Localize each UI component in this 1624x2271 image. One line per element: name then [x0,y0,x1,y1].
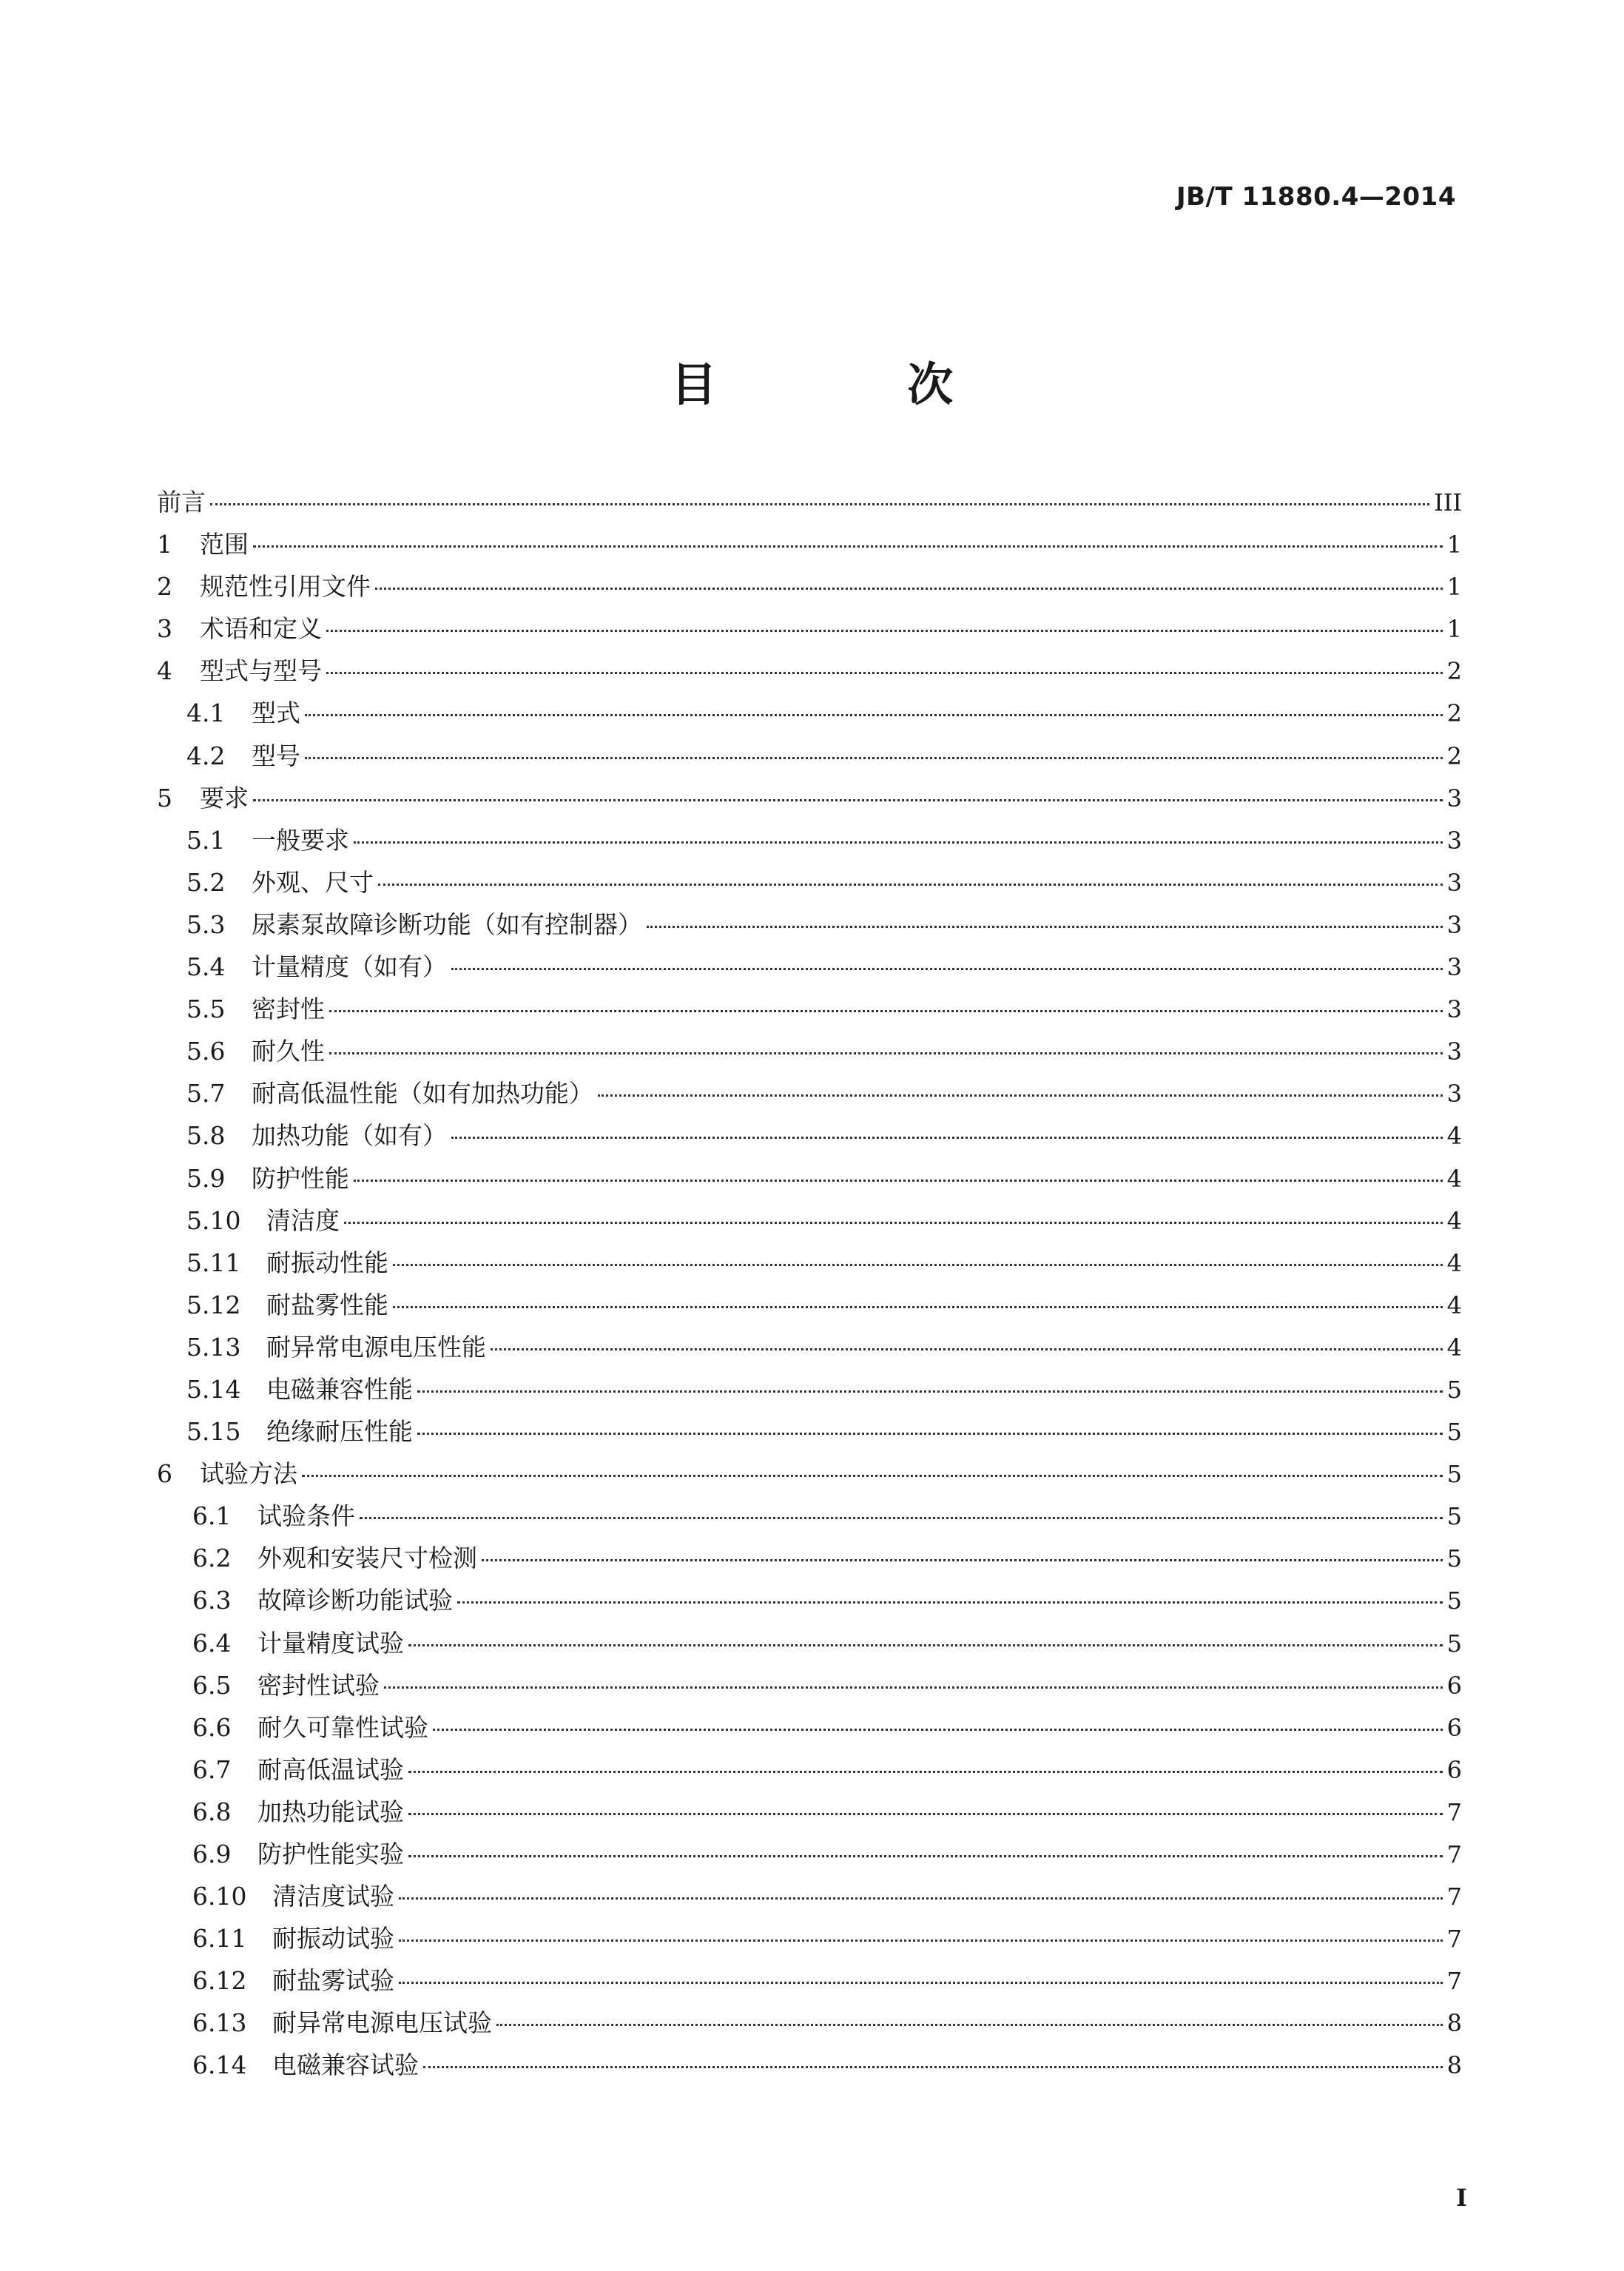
dot-leader [344,1222,1443,1224]
dot-leader [378,884,1443,886]
toc-entry-page: 4 [1446,1164,1462,1193]
toc-entry[interactable] [157,1959,1462,2002]
page-number: I [1456,2184,1467,2212]
toc-entry-page: 5 [1446,1587,1462,1615]
toc-entry[interactable] [157,608,1462,650]
dot-leader [496,2024,1443,2026]
toc-entry-title: 加热功能试验 [257,1797,404,1826]
toc-entry-number: 6.14 [192,2050,247,2080]
toc-entry[interactable] [157,1537,1462,1579]
toc-entry-title: 故障诊断功能试验 [257,1586,453,1615]
dot-leader [393,1306,1443,1308]
dot-leader [408,1771,1443,1773]
toc-entry[interactable] [157,777,1462,819]
toc-entry-page: 8 [1446,2009,1462,2038]
toc-entry-page: 4 [1446,1333,1462,1362]
dot-leader [354,1180,1443,1182]
toc-entry-title: 计量精度（如有） [252,952,447,982]
dot-leader [326,630,1443,632]
toc-entry-page: 7 [1446,1883,1462,1911]
toc-entry-page: 1 [1446,573,1462,602]
toc-entry-number: 4.2 [186,741,226,770]
toc-entry[interactable] [157,946,1462,988]
toc-entry[interactable] [157,735,1462,777]
toc-entry-number: 6.3 [192,1586,232,1615]
toc-entry-number: 5.13 [186,1332,241,1362]
toc-entry-number: 5.12 [186,1290,241,1319]
toc-entry[interactable] [157,1030,1462,1072]
toc-entry-number: 6 [157,1459,172,1489]
toc-entry-title: 耐振动试验 [272,1924,394,1954]
toc-entry-title: 清洁度试验 [272,1882,394,1911]
toc-entry-page: 5 [1446,1418,1462,1447]
toc-entry-number: 5.11 [186,1248,241,1277]
toc-entry-title: 尿素泵故障诊断功能（如有控制器） [252,909,642,939]
toc-entry-page: 6 [1446,1755,1462,1784]
toc-entry-page: 5 [1446,1544,1462,1573]
toc-entry-title: 试验条件 [257,1501,355,1531]
toc-entry[interactable] [157,1326,1462,1368]
toc-entry-page: 3 [1446,953,1462,982]
toc-entry-title: 型式与型号 [200,656,322,686]
toc-entry-title: 耐异常电源电压试验 [272,2008,492,2038]
dot-leader [375,588,1443,590]
dot-leader [305,757,1443,759]
toc-entry[interactable] [157,650,1462,692]
table-of-contents [157,481,1462,2087]
toc-entry-title: 试验方法 [200,1459,297,1489]
toc-entry[interactable] [157,861,1462,904]
toc-entry-title: 耐盐雾试验 [272,1966,394,1996]
toc-entry[interactable] [157,1495,1462,1537]
toc-entry-title: 耐盐雾性能 [266,1290,388,1319]
toc-entry[interactable] [157,1749,1462,1791]
toc-entry-title: 型式 [252,699,300,728]
toc-entry[interactable] [157,481,1462,523]
toc-entry[interactable] [157,1368,1462,1410]
toc-entry[interactable] [157,1791,1462,1833]
toc-entry-number: 5.9 [186,1163,226,1193]
toc-entry-title: 防护性能 [252,1163,349,1193]
dot-leader [408,1855,1443,1857]
dot-leader [598,1094,1443,1097]
toc-entry-number: 5.4 [186,952,226,982]
dot-leader [399,1982,1443,1984]
toc-entry[interactable] [157,1242,1462,1284]
toc-entry-number: 5.2 [186,867,226,897]
toc-entry-title: 要求 [200,783,249,812]
toc-entry-title: 规范性引用文件 [200,572,371,602]
toc-entry-page: 3 [1446,995,1462,1024]
toc-entry-page: 3 [1446,826,1462,855]
dot-leader [253,799,1443,801]
toc-entry-number: 5.14 [186,1374,241,1404]
toc-entry[interactable] [157,1284,1462,1326]
toc-entry-title: 电磁兼容性能 [266,1374,413,1404]
dot-leader [329,1010,1443,1012]
dot-leader [326,672,1443,674]
dot-leader [399,1897,1443,1900]
toc-entry[interactable] [157,1833,1462,1875]
toc-entry-title: 加热功能（如有） [252,1121,447,1151]
toc-entry-number: 6.2 [192,1544,232,1573]
toc-entry[interactable] [157,1917,1462,1959]
dot-leader [253,545,1443,548]
toc-entry-page: 6 [1446,1671,1462,1700]
toc-entry-title: 术语和定义 [200,614,322,644]
toc-entry-page: 7 [1446,1925,1462,1954]
toc-entry-title: 前言 [157,488,206,517]
dot-leader [305,714,1443,716]
toc-entry[interactable] [157,904,1462,946]
toc-entry-title: 清洁度 [266,1205,340,1235]
toc-entry-number: 5.5 [186,995,226,1024]
toc-entry-number: 5.3 [186,909,226,939]
dot-leader [451,1137,1443,1139]
toc-entry-number: 6.1 [192,1501,232,1531]
toc-entry-title: 耐久可靠性试验 [257,1712,428,1742]
toc-entry-number: 6.7 [192,1754,232,1784]
toc-entry-number: 5.15 [186,1417,241,1447]
toc-entry[interactable] [157,2044,1462,2086]
dot-leader [408,1644,1443,1646]
dot-leader [647,926,1443,928]
toc-entry-title: 密封性 [252,995,325,1024]
toc-entry[interactable] [157,2002,1462,2044]
toc-entry[interactable] [157,1706,1462,1749]
toc-entry-number: 5 [157,783,172,812]
toc-entry-number: 6.4 [192,1628,232,1658]
toc-entry-page: 3 [1446,868,1462,897]
toc-entry-title: 耐高低温试验 [257,1754,404,1784]
toc-entry[interactable] [157,692,1462,734]
toc-entry-title: 绝缘耐压性能 [266,1417,413,1447]
toc-entry-title: 外观、尺寸 [252,867,374,897]
toc-entry-title: 型号 [252,741,300,770]
dot-leader [399,1939,1443,1942]
toc-entry-page: 7 [1446,1797,1462,1826]
toc-entry-number: 6.11 [192,1924,247,1954]
dot-leader [482,1559,1443,1561]
toc-entry-number: 1 [157,530,172,559]
toc-entry[interactable] [157,1875,1462,1917]
toc-entry[interactable] [157,1157,1462,1200]
toc-entry[interactable] [157,1114,1462,1157]
toc-entry-number: 5.1 [186,825,226,855]
toc-entry[interactable] [157,1622,1462,1664]
toc-entry-number: 6.6 [192,1712,232,1742]
toc-entry[interactable] [157,523,1462,565]
dot-leader [451,968,1443,970]
toc-entry-title: 密封性试验 [257,1670,380,1700]
dot-leader [457,1601,1443,1604]
toc-entry[interactable] [157,1072,1462,1114]
toc-entry-number: 6.9 [192,1840,232,1868]
toc-entry-page: 4 [1446,1291,1462,1319]
dot-leader [417,1390,1443,1393]
toc-entry-page: 4 [1446,1206,1462,1235]
toc-entry-title: 范围 [200,530,249,559]
toc-entry-number: 5.10 [186,1205,241,1235]
toc-entry-page: 1 [1446,615,1462,644]
toc-entry[interactable] [157,988,1462,1030]
toc-entry-page: 1 [1446,531,1462,559]
toc-entry-page: 3 [1446,910,1462,939]
toc-entry[interactable] [157,1200,1462,1242]
toc-entry-page: 2 [1446,657,1462,686]
toc-entry-page: 5 [1446,1629,1462,1658]
toc-entry-page: 4 [1446,1122,1462,1151]
toc-entry-page: 3 [1446,1080,1462,1108]
toc-entry-title: 耐久性 [252,1037,325,1066]
toc-entry-page: 5 [1446,1460,1462,1489]
dot-leader [393,1264,1443,1266]
toc-entry-page: 6 [1446,1713,1462,1742]
toc-entry[interactable] [157,1664,1462,1706]
dot-leader [417,1433,1443,1435]
toc-entry-number: 6.12 [192,1966,247,1996]
toc-entry-title: 耐异常电源电压性能 [266,1332,486,1362]
toc-entry-title: 耐高低温性能（如有加热功能） [252,1079,593,1108]
dot-leader [354,841,1443,844]
toc-entry-page: 2 [1446,741,1462,770]
toc-entry-number: 3 [157,614,172,644]
toc-entry-title: 耐振动性能 [266,1248,388,1277]
toc-entry-number: 4 [157,656,172,686]
toc-entry-page: 3 [1446,784,1462,812]
dot-leader [210,503,1429,505]
toc-entry-title: 外观和安装尺寸检测 [257,1544,477,1573]
standard-number: JB/T 11880.4—2014 [1176,182,1456,212]
toc-entry-number: 6.13 [192,2008,247,2038]
dot-leader [408,1813,1443,1815]
toc-entry-page: 5 [1446,1502,1462,1531]
toc-entry[interactable] [157,565,1462,608]
toc-entry-number: 2 [157,572,172,602]
page-title: 目 次 [670,357,1041,411]
toc-entry-title: 计量精度试验 [257,1628,404,1658]
dot-leader [302,1475,1443,1477]
toc-entry-title: 电磁兼容试验 [272,2050,419,2080]
toc-entry-number: 6.5 [192,1670,232,1700]
toc-entry-number: 6.8 [192,1797,232,1826]
toc-entry-number: 6.10 [192,1882,247,1911]
toc-entry-number: 5.6 [186,1037,226,1066]
dot-leader [423,2066,1443,2068]
dot-leader [384,1686,1443,1689]
toc-entry-title: 一般要求 [252,825,349,855]
toc-entry[interactable] [157,819,1462,861]
toc-entry-page: 2 [1446,699,1462,728]
dot-leader [491,1348,1443,1350]
toc-entry-page: 8 [1446,2051,1462,2080]
toc-entry[interactable] [157,1453,1462,1495]
toc-entry-number: 5.8 [186,1121,226,1151]
toc-entry-page: 7 [1446,1967,1462,1996]
toc-entry-page: III [1434,488,1462,517]
dot-leader [433,1729,1443,1731]
toc-entry[interactable] [157,1410,1462,1453]
toc-entry-title: 防护性能实验 [257,1840,404,1868]
toc-entry-page: 5 [1446,1375,1462,1404]
toc-entry[interactable] [157,1579,1462,1621]
toc-entry-number: 4.1 [186,699,226,728]
toc-entry-page: 7 [1446,1840,1462,1868]
toc-entry-number: 5.7 [186,1079,226,1108]
toc-entry-page: 3 [1446,1037,1462,1066]
dot-leader [360,1517,1443,1519]
dot-leader [329,1052,1443,1054]
toc-entry-page: 4 [1446,1248,1462,1277]
